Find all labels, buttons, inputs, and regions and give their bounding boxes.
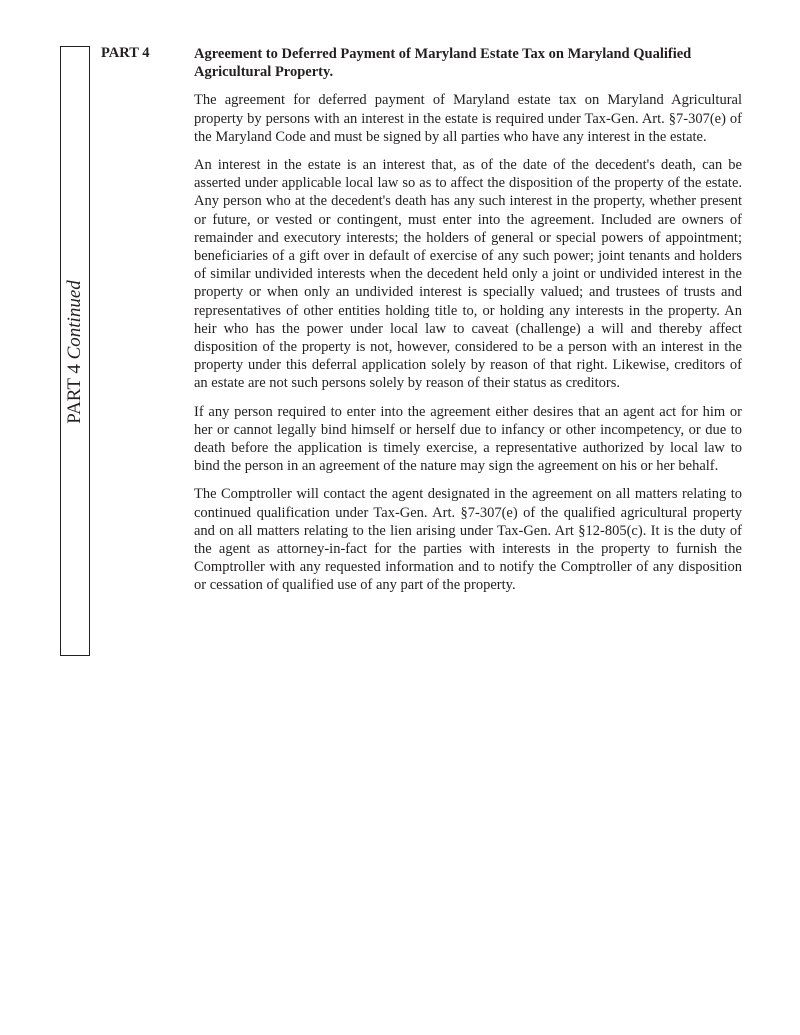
paragraph: The Comptroller will contact the agent designated in the agreement on all matters relating to continued qualification under Tax-Gen. Art. §7-307(e) of the qualified agricultural property and on all matters relating to the lien arising under Tax-Gen. Art §12-805(c). It is the duty of the agent as attorney-in-fact for the parties with interests in the property to furnish the Comptroller with any requested information and to notify the Comptroller of any disposition or cessation of qualified use of any part of the property. (194, 486, 742, 594)
section-content (194, 45, 742, 605)
paragraph: If any person required to enter into the agreement either desires that an agent act for him or her or cannot legally bind himself or herself due to infancy or other incompetency, or due to death before the application is timely exercise, a representative authorized by local law to bind the person in an agreement of the nature may sign the agreement on his or her behalf. (194, 403, 742, 475)
sidebar-continued: Continued (64, 280, 85, 360)
sidebar-part-label (64, 280, 86, 424)
paragraph: The agreement for deferred payment of Maryland estate tax on Maryland Agricultural property by persons with an interest in the estate is required under Tax-Gen. Art. §7-307(e) of the Maryland Code and must be signed by all parties who have any interest in the estate. (194, 92, 742, 145)
section-title: Agreement to Deferred Payment of Maryland Estate Tax on Maryland Qualified Agricultural Property. (194, 46, 692, 81)
sidebar-part: PART 4 (64, 364, 85, 424)
part-number: PART 4 (101, 45, 150, 61)
paragraph: An interest in the estate is an interest that, as of the date of the decedent's death, can be asserted under applicable local law so as to affect the disposition of the property of the estate. Any person who at the decedent's death has any such interest in the property, whether present or future, or vested or contingent, must enter into the agreement. Included are owners of remainder and executory interests; the holders of general or special powers of appointment; beneficiaries of a gift over in default of exercise of any such power; joint tenants and holders of similar undivided interests when the decedent held only a joint or undivided interest in the property or when only an undivided interest is specially valued; and trustees of trusts and representatives of other entities holding title to, or holding any interests in the property. An heir who has the power under local law to caveat (challenge) a will and thereby affect disposition of the property is not, however, considered to be a person with an interest in the property under this deferral application solely by reason of that right. Likewise, creditors of an estate are not such persons solely by reason of their status as creditors. (194, 157, 742, 392)
